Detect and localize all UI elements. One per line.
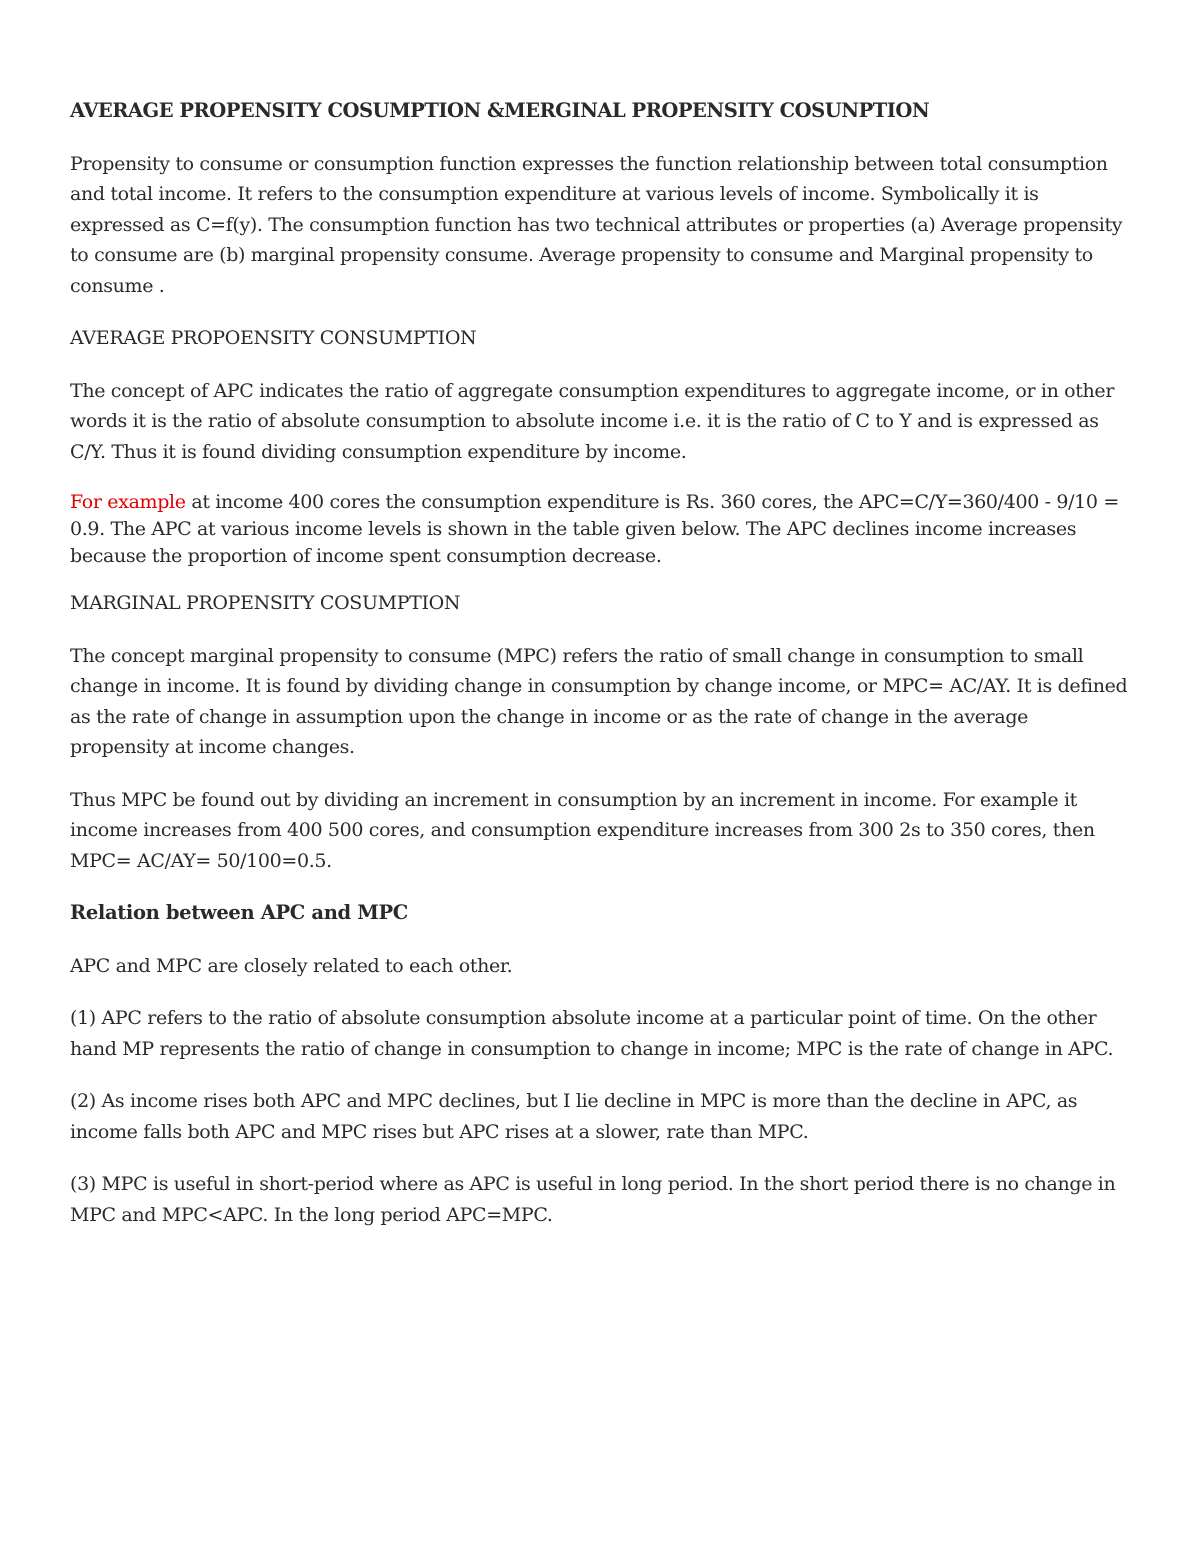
example-paragraph bbox=[70, 489, 1130, 570]
document-title: AVERAGE PROPENSITY COSUMPTION &MERGINAL PROPENSITY COSUNPTION bbox=[70, 99, 930, 122]
example-text: at income 400 cores the consumption expenditure is Rs. 360 cores, the APC=C/Y=360/400 - 9/10 = 0.9. The APC at various income levels is shown in the table given below. The APC declines income increases because the proportion of income spent consumption decrease. bbox=[70, 491, 1119, 567]
relation-intro: APC and MPC are closely related to each other. bbox=[70, 954, 513, 977]
apc-paragraph: The concept of APC indicates the ratio of aggregate consumption expenditures to aggregate income, or in other words it is the ratio of absolute consumption to absolute income i.e. it is the ratio of C to Y and is expressed as C/Y. Thus it is found dividing consumption expenditure by income. bbox=[70, 379, 1115, 463]
example-label: For example bbox=[70, 491, 186, 513]
document-page bbox=[70, 96, 1130, 1252]
relation-point-1: (1) APC refers to the ratio of absolute consumption absolute income at a particular point of time. On the other hand MP represents the ratio of change in consumption to change in income; MPC is the rate of change in APC. bbox=[70, 1007, 1114, 1060]
mpc-heading: MARGINAL PROPENSITY COSUMPTION bbox=[70, 592, 461, 614]
mpc-paragraph-2: Thus MPC be found out by dividing an increment in consumption by an increment in income. For example it income increases from 400 500 cores, and consumption expenditure increases from 300 2s to 350 cores, then MPC= AC/AY= 50/100=0.5. bbox=[70, 788, 1095, 872]
relation-point-2: (2) As income rises both APC and MPC declines, but I lie decline in MPC is more than the decline in APC, as income falls both APC and MPC rises but APC rises at a slower, rate than MPC. bbox=[70, 1090, 1078, 1143]
intro-paragraph: Propensity to consume or consumption function expresses the function relationship between total consumption and total income. It refers to the consumption expenditure at various levels of income. Symbolically it is expressed as C=f(y). The consumption function has two technical attributes or properties (a) Average propensity to consume are (b) marginal propensity consume. Average propensity to consume and Marginal propensity to consume . bbox=[70, 152, 1123, 297]
relation-point-3: (3) MPC is useful in short-period where as APC is useful in long period. In the short period there is no change in MPC and MPC<APC. In the long period APC=MPC. bbox=[70, 1173, 1116, 1226]
relation-heading: Relation between APC and MPC bbox=[70, 901, 408, 924]
mpc-paragraph-1: The concept marginal propensity to consume (MPC) refers the ratio of small change in consumption to small change in income. It is found by dividing change in consumption by change income, or MPC= AC/AY. It is defined as the rate of change in assumption upon the change in income or as the rate of change in the average propensity at income changes. bbox=[70, 644, 1128, 758]
apc-heading: AVERAGE PROPOENSITY CONSUMPTION bbox=[70, 327, 477, 349]
